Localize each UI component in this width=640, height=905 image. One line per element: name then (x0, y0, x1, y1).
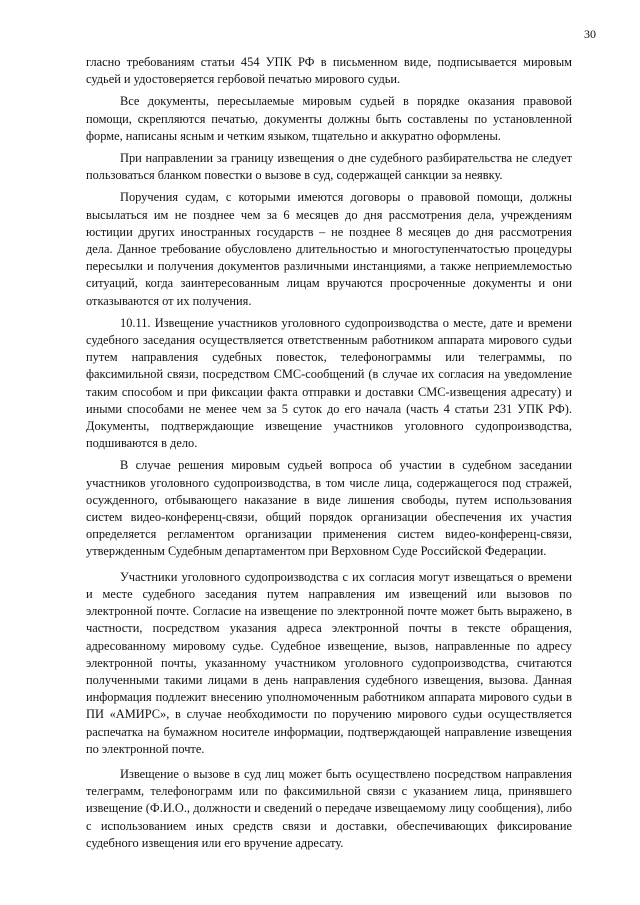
paragraph-3: При направлении за границу извещения о дне судебного разбирательства не следует пользоваться бланком повестки о вызове в суд, содержащей санкции за неявку. (86, 151, 572, 183)
page-number: 30 (584, 27, 596, 41)
paragraph-2: Все документы, пересылаемые мировым судьей в порядке оказания правовой помощи, скрепляются печатью, документы должны быть составлены по установленной форме, написаны ясным и четким языком, тщательно и аккуратно оформлены. (86, 94, 572, 143)
paragraph-8: Извещение о вызове в суд лиц может быть осуществлено посредством направления телеграмм, телефонограмм или по факсимильной связи с указанием лица, принявшего извещение (Ф.И.О., должности и сведений о передаче извещаемому лицу сообщения), либо с использованием иных средств связи и доставки, обеспечивающих фиксирование судебного извещения или его вручение адресату. (86, 766, 572, 850)
paragraph-7: Участники уголовного судопроизводства с их согласия могут извещаться о времени и месте судебного заседания путем направления им извещений или вызовов по электронной почте. Согласие на извещение по электронной почте может быть выражено, в частности, посредством указания адреса электронной почты в тексте обращения, адресованному мировому судье. Судебное извещение, вызов, направленные по адресу электронной почты, указанному участником уголовного судопроизводства, считаются полученными такими лицами в день направления судебного извещения, вызова. Данная информация подлежит внесению уполномоченным работником аппарата мирового судьи в ПИ «АМИРС», в случае необходимости по поручению мирового судьи осуществляется распечатка на бумажном носителе информации, подтверждающей направление извещения по электронной почте. (86, 569, 572, 756)
paragraph-4: Поручения судам, с которыми имеются договоры о правовой помощи, должны высылаться им не позднее чем за 6 месяцев до дня рассмотрения дела, учреждениям юстиции других иностранных государств – не позднее 8 месяцев до дня рассмотрения дела. Данное требование обусловлено длительностью и многоступенчатостью процедуры пересылки и получения документов различными инстанциями, а также неприемлемостью ситуаций, когда заинтересованным лицам вручаются просроченные документы и они отказываются от их получения. (86, 190, 572, 308)
paragraph-1: гласно требованиям статьи 454 УПК РФ в письменном виде, подписывается мировым судьей и удостоверяется гербовой печатью мирового судьи. (86, 55, 572, 87)
paragraph-6: В случае решения мировым судьей вопроса об участии в судебном заседании участников уголовного судопроизводства, в том числе лица, содержащегося под стражей, осужденного, отбывающего наказание в виде лишения свободы, путем использования систем видео-конференц-связи, общий порядок организации обеспечения их участия определяется регламентом организации применения систем видео-конференц-связи, утвержденным Судебным департаментом при Верховном Суде Российской Федерации. (86, 458, 572, 559)
paragraph-5: 10.11. Извещение участников уголовного судопроизводства о месте, дате и времени судебного заседания осуществляется ответственным работником аппарата мирового судьи путем направления судебных повесток, телефонограммы или телеграммы, по факсимильной связи, посредством СМС-сообщений (в случае их согласия на уведомление таким способом и при фиксации факта отправки и доставки СМС-извещения адресату) и иными способами не менее чем за 5 суток до его начала (часть 4 статьи 231 УПК РФ). Документы, подтверждающие извещение участников уголовного судопроизводства, подшиваются в дело. (86, 315, 572, 451)
document-body (86, 54, 572, 857)
